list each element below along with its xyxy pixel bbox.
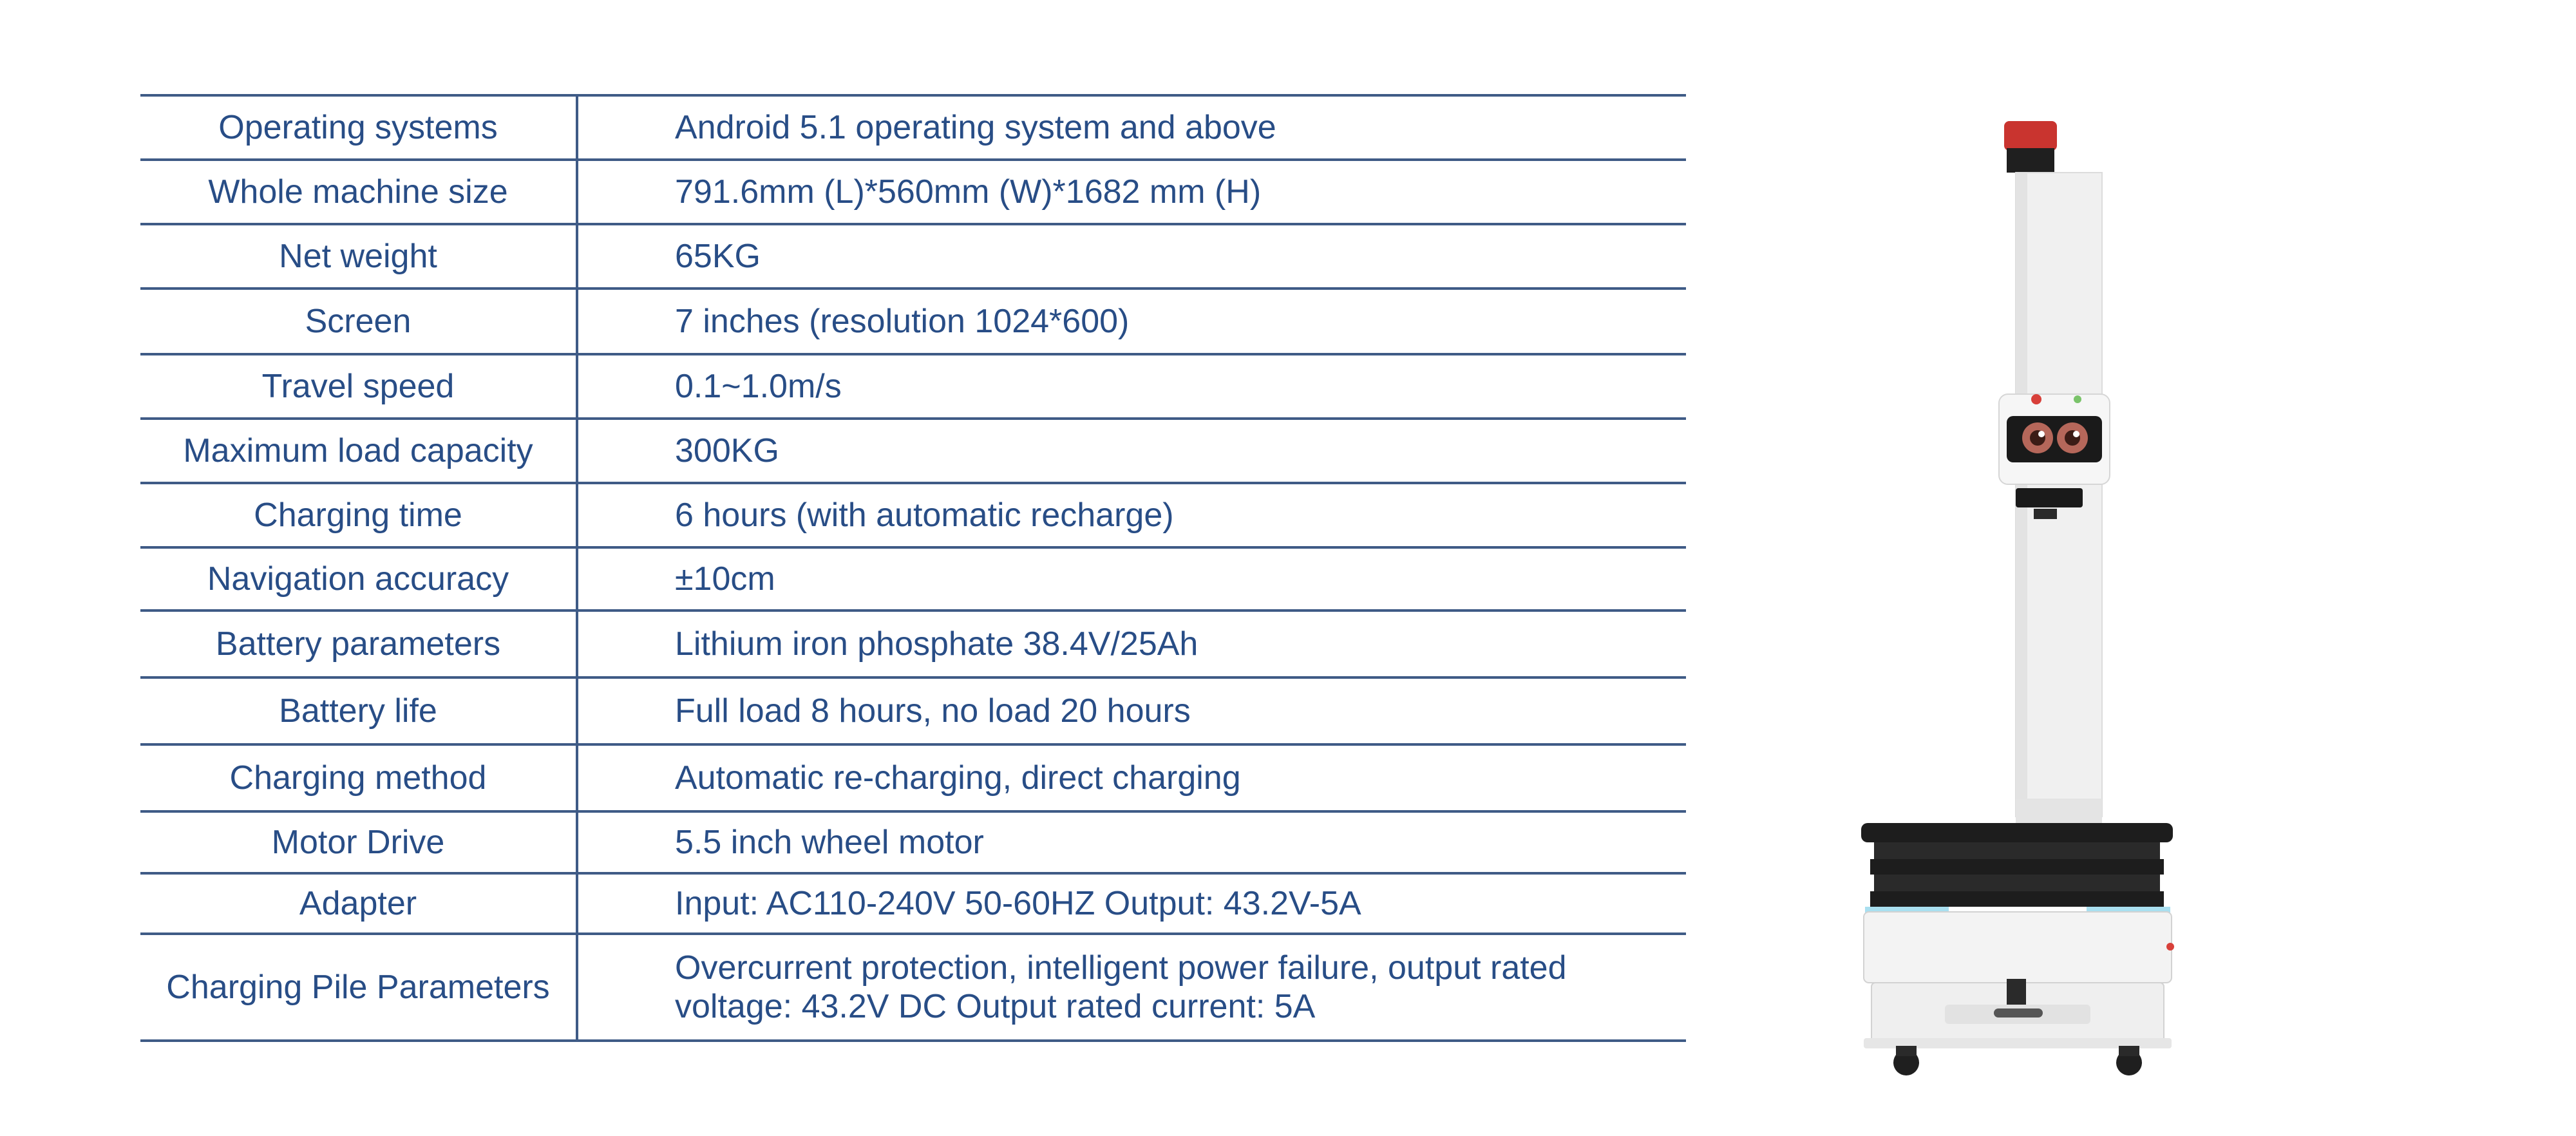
param-value: 6 hours (with automatic recharge) xyxy=(577,483,1686,547)
param-name: Charging Pile Parameters xyxy=(140,934,577,1041)
param-name: Charging time xyxy=(140,483,577,547)
param-name: Charging method xyxy=(140,744,577,811)
bellows-top xyxy=(1861,823,2173,842)
chassis-indicator xyxy=(2166,943,2174,951)
param-value: 791.6mm (L)*560mm (W)*1682 mm (H) xyxy=(577,160,1686,224)
param-name: Net weight xyxy=(140,224,577,289)
robot-eye-glint-left xyxy=(2038,431,2045,437)
param-name: Motor Drive xyxy=(140,811,577,873)
table-row xyxy=(140,224,1686,289)
param-value: Automatic re-charging, direct charging xyxy=(577,744,1686,811)
param-name: Maximum load capacity xyxy=(140,419,577,483)
table-row xyxy=(140,419,1686,483)
param-name: Travel speed xyxy=(140,354,577,419)
param-value: 5.5 inch wheel motor xyxy=(577,811,1686,873)
head-sensor-mount xyxy=(2034,509,2057,519)
table-row xyxy=(140,95,1686,160)
table-row xyxy=(140,744,1686,811)
robot-eye-glint-right xyxy=(2073,431,2079,437)
param-name: Battery parameters xyxy=(140,611,577,677)
beacon-light xyxy=(2004,121,2057,151)
table-row xyxy=(140,547,1686,611)
param-name: Battery life xyxy=(140,677,577,744)
param-value: 7 inches (resolution 1024*600) xyxy=(577,289,1686,354)
param-value: Android 5.1 operating system and above xyxy=(577,95,1686,160)
bellows-fold-4 xyxy=(1870,891,2164,907)
param-name: Operating systems xyxy=(140,95,577,160)
param-value: 65KG xyxy=(577,224,1686,289)
param-name: Navigation accuracy xyxy=(140,547,577,611)
table-row xyxy=(140,289,1686,354)
chassis-connector xyxy=(2007,979,2026,1005)
param-name: Whole machine size xyxy=(140,160,577,224)
table-row xyxy=(140,354,1686,419)
param-value: Full load 8 hours, no load 20 hours xyxy=(577,677,1686,744)
beacon-base xyxy=(2007,148,2054,173)
chassis-handle xyxy=(1994,1008,2043,1018)
status-led-red xyxy=(2031,394,2041,404)
delivery-robot-illustration xyxy=(1855,103,2215,1095)
param-value: Overcurrent protection, intelligent power failure, output rated voltage: 43.2V DC Output rated current: 5A xyxy=(577,934,1686,1041)
wheel-right-mount xyxy=(2119,1046,2139,1056)
param-value: 0.1~1.0m/s xyxy=(577,354,1686,419)
bellows-fold-2 xyxy=(1870,859,2164,875)
table-row xyxy=(140,611,1686,677)
table-row xyxy=(140,873,1686,934)
table-row xyxy=(140,677,1686,744)
head-sensor xyxy=(2016,488,2083,507)
table-row xyxy=(140,934,1686,1041)
table-row xyxy=(140,811,1686,873)
param-value: Input: AC110-240V 50-60HZ Output: 43.2V-5A xyxy=(577,873,1686,934)
spec-table xyxy=(140,94,1686,1042)
param-name: Adapter xyxy=(140,873,577,934)
param-value: Lithium iron phosphate 38.4V/25Ah xyxy=(577,611,1686,677)
wheel-left-mount xyxy=(1896,1046,1917,1056)
table-row xyxy=(140,483,1686,547)
param-value: 300KG xyxy=(577,419,1686,483)
chassis-body xyxy=(1864,912,2172,983)
status-led-green xyxy=(2074,395,2081,403)
param-name: Screen xyxy=(140,289,577,354)
param-value: ±10cm xyxy=(577,547,1686,611)
table-row xyxy=(140,160,1686,224)
bellows-fold-3 xyxy=(1874,875,2160,891)
bellows-fold-1 xyxy=(1874,842,2160,859)
column-foot xyxy=(2016,799,2102,824)
